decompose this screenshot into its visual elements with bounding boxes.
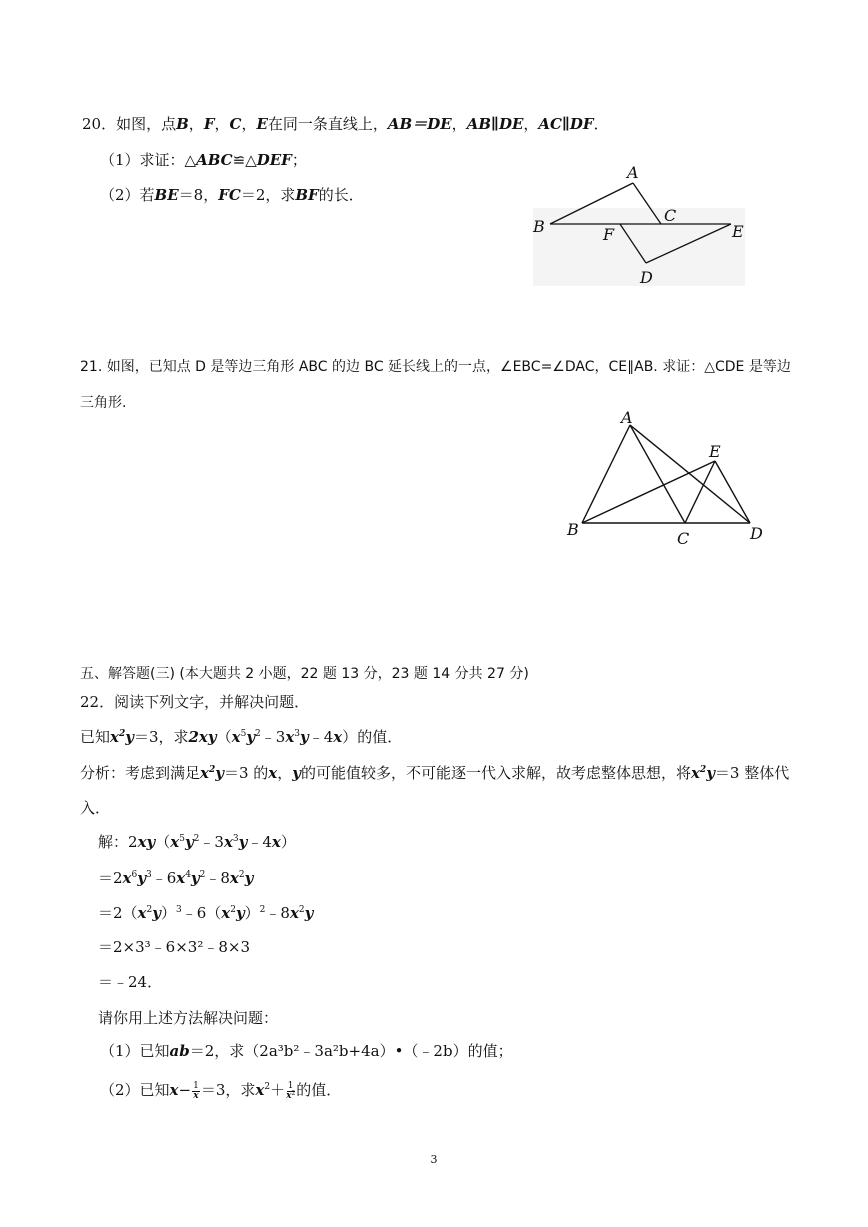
q20-sep: ； (291, 151, 307, 169)
q22-text: ＝2，求（2a³b²﹣3a²b+4a）•（﹣2b）的值； (189, 1042, 513, 1060)
q20-condition: AB＝DE (387, 115, 452, 133)
segment-ed (715, 461, 750, 523)
q20-number: 20． (82, 115, 117, 133)
segment-ad (630, 425, 750, 523)
q22-math: $x^2y$ (200, 764, 224, 782)
figure-background (533, 208, 745, 286)
q22-instruction: 请你用上述方法解决问题： (98, 1009, 279, 1027)
q22-math: $x^2y$ (110, 728, 134, 746)
q22-math: $x^2y$ (690, 764, 715, 782)
q20-text: ＝2，求 (240, 186, 296, 204)
q20-part1 (100, 150, 307, 170)
label-c: C (664, 206, 677, 225)
q20-text: 的长． (318, 186, 364, 204)
q20-point: C (229, 115, 242, 133)
q22-text: ＝3 整体代 (714, 764, 790, 782)
fraction: $\frac{1}{x}$ (193, 1080, 199, 1101)
q22-part2 (100, 1080, 341, 1101)
q20-figure (525, 158, 750, 293)
segment-be (582, 461, 715, 523)
q22-part1 (100, 1041, 513, 1061)
q20-part2-label: （2）若 (100, 186, 155, 204)
q22-text: ＝3，求 (200, 1081, 256, 1099)
q22-text: ＝3 的 (223, 764, 269, 782)
q20-intro (82, 114, 609, 134)
q22-text: ， (277, 764, 293, 782)
segment-ce (685, 461, 715, 523)
q22-math: $2xy(x^5y^2﹣3x^3y﹣4x)$ (128, 833, 296, 851)
label-b: B (567, 520, 579, 539)
q22-part2-label: （2）已知 (100, 1081, 170, 1099)
q20-point: E (256, 115, 268, 133)
q22-solution-step5: ＝﹣24． (98, 973, 163, 991)
q20-condition: AB∥DE (466, 115, 524, 133)
section5-title: 五、解答题(三) (本大题共 2 小题，22 题 13 分，23 题 14 分共 27 分) (80, 666, 529, 682)
q20-sep: ， (188, 115, 204, 133)
q22-given (80, 727, 402, 747)
q22-analysis-line1 (80, 763, 789, 783)
q20-point: B (176, 115, 189, 133)
q22-solution-step4: ＝2×3³﹣6×3²﹣8×3 (98, 938, 250, 956)
q20-condition: AC∥DF (538, 115, 594, 133)
q22-solution-label: 解： (98, 833, 129, 851)
q22-var: ab (169, 1042, 190, 1060)
q20-sep: ， (214, 115, 230, 133)
q20-part2 (100, 185, 364, 205)
q22-analysis-line2: 入． (80, 799, 111, 817)
q22-var: y (292, 764, 301, 782)
q20-text: ＝8， (178, 186, 219, 204)
label-b: B (533, 217, 545, 236)
q21-line2: 三角形. (80, 395, 127, 411)
q22-part1-label: （1）已知 (100, 1042, 170, 1060)
q20-triangle: △ABC (184, 151, 233, 169)
segment-ac (630, 425, 685, 523)
fraction: $\frac{1}{x^2}$ (286, 1080, 296, 1101)
q22-math: $x^2+$ $\frac{1}{x^2}$ (255, 1080, 296, 1101)
q20-part1-label: （1）求证： (100, 151, 185, 169)
q20-point: F (203, 115, 215, 133)
label-a: A (621, 408, 633, 427)
segment-ab (582, 425, 630, 523)
q22-var: x (268, 764, 278, 782)
q22-text: 分析：考虑到满足 (80, 764, 201, 782)
q22-solution-step3 (98, 903, 313, 923)
q20-segment: FC (218, 186, 241, 204)
q22-text: 的可能值较多，不可能逐一代入求解，故考虑整体思想，将 (300, 764, 691, 782)
label-c: C (677, 529, 690, 548)
q21-line1: 21. 如图，已知点 D 是等边三角形 ABC 的边 BC 延长线上的一点，∠EBC=∠DAC，CE∥AB. 求证：△CDE 是等边 (80, 359, 791, 375)
q20-sep: ， (451, 115, 467, 133)
q20-segment: BF (295, 186, 319, 204)
label-a: A (627, 163, 639, 182)
q22-solution-step1 (98, 832, 296, 852)
label-f: F (603, 225, 615, 244)
q22-text: 已知 (80, 728, 111, 746)
label-d: D (750, 524, 763, 543)
q22-math: x− $\frac{1}{x}$ (169, 1080, 199, 1101)
label-d: D (640, 268, 653, 287)
page-number: 3 (430, 1153, 438, 1166)
q20-text: 在同一条直线上， (267, 115, 388, 133)
q22-intro: 22．阅读下列文字，并解决问题． (80, 693, 310, 711)
q20-triangle: △DEF (245, 151, 292, 169)
q20-sep: ， (241, 115, 257, 133)
q22-math: $=2(x^2y)^3﹣6(x^2y)^2﹣8x^2y$ (98, 904, 314, 922)
q22-text: 的值． (296, 1081, 342, 1099)
q20-text: 如图，点 (116, 115, 177, 133)
q22-solution-step2 (98, 868, 253, 888)
q21-figure (560, 405, 770, 550)
q20-segment: BE (154, 186, 179, 204)
label-e: E (709, 442, 721, 461)
q20-sep: ， (523, 115, 539, 133)
q22-text: 的值． (357, 728, 403, 746)
q22-math: $=2x^6y^3﹣6x^4y^2﹣8x^2y$ (98, 869, 254, 887)
label-e: E (732, 222, 744, 241)
q22-math: $2xy(x^5y^2﹣3x^3y﹣4x)$ (188, 728, 358, 746)
congruent-symbol: ≌ (232, 151, 246, 169)
q22-text: ＝3，求 (133, 728, 189, 746)
q20-sep: ． (593, 115, 609, 133)
